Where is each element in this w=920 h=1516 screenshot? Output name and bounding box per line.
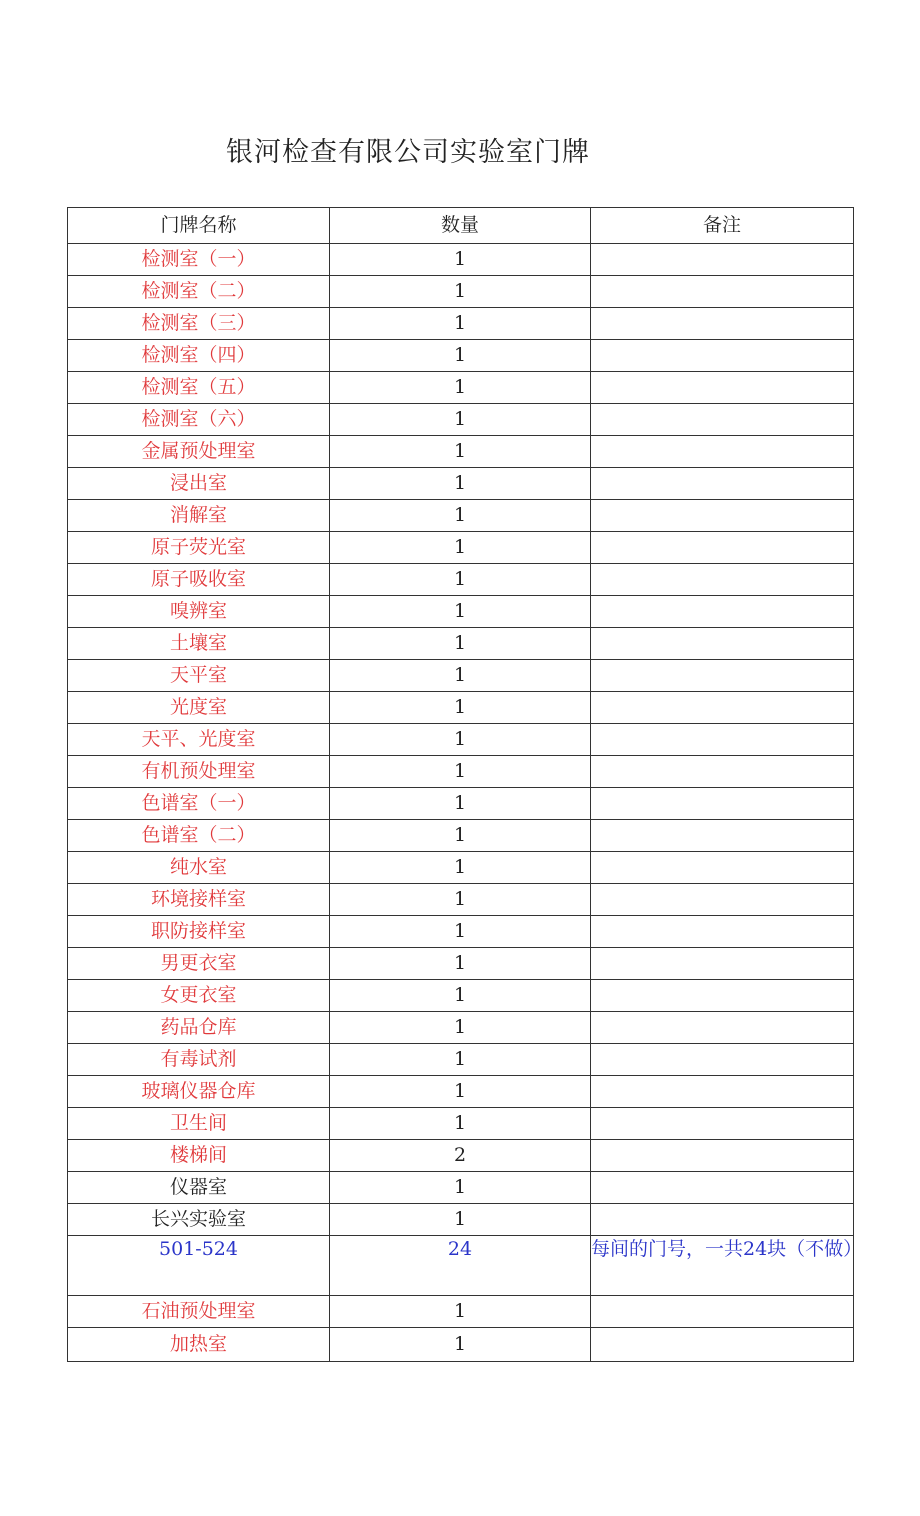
cell-note bbox=[591, 372, 854, 404]
cell-name: 石油预处理室 bbox=[68, 1296, 330, 1328]
cell-qty: 1 bbox=[330, 1076, 591, 1108]
cell-qty: 1 bbox=[330, 692, 591, 724]
cell-note bbox=[591, 532, 854, 564]
cell-note bbox=[591, 436, 854, 468]
table-row bbox=[68, 244, 854, 276]
cell-note bbox=[591, 916, 854, 948]
cell-qty: 1 bbox=[330, 276, 591, 308]
table-row bbox=[68, 916, 854, 948]
cell-name: 职防接样室 bbox=[68, 916, 330, 948]
cell-note bbox=[591, 724, 854, 756]
cell-name: 环境接样室 bbox=[68, 884, 330, 916]
cell-note bbox=[591, 628, 854, 660]
table-row bbox=[68, 532, 854, 564]
cell-name: 仪器室 bbox=[68, 1172, 330, 1204]
table-row bbox=[68, 404, 854, 436]
cell-note bbox=[591, 788, 854, 820]
table-row bbox=[68, 1044, 854, 1076]
cell-name: 501-524 bbox=[68, 1236, 330, 1296]
cell-name: 色谱室（一） bbox=[68, 788, 330, 820]
cell-name: 天平室 bbox=[68, 660, 330, 692]
table-row bbox=[68, 1204, 854, 1236]
cell-name: 天平、光度室 bbox=[68, 724, 330, 756]
table-row bbox=[68, 660, 854, 692]
cell-qty: 1 bbox=[330, 1044, 591, 1076]
cell-note bbox=[591, 660, 854, 692]
cell-note bbox=[591, 596, 854, 628]
cell-qty: 1 bbox=[330, 756, 591, 788]
table-row bbox=[68, 500, 854, 532]
cell-qty: 1 bbox=[330, 436, 591, 468]
cell-note: 每间的门号，一共24块（不做） bbox=[591, 1236, 854, 1296]
cell-note bbox=[591, 1044, 854, 1076]
cell-name: 消解室 bbox=[68, 500, 330, 532]
cell-name: 加热室 bbox=[68, 1328, 330, 1362]
cell-name: 纯水室 bbox=[68, 852, 330, 884]
cell-qty: 1 bbox=[330, 1108, 591, 1140]
cell-qty: 1 bbox=[330, 1204, 591, 1236]
cell-qty: 1 bbox=[330, 980, 591, 1012]
header-qty: 数量 bbox=[330, 208, 591, 244]
cell-qty: 1 bbox=[330, 660, 591, 692]
cell-qty: 1 bbox=[330, 564, 591, 596]
cell-name: 光度室 bbox=[68, 692, 330, 724]
cell-qty: 2 bbox=[330, 1140, 591, 1172]
table-row bbox=[68, 1172, 854, 1204]
cell-name: 嗅辨室 bbox=[68, 596, 330, 628]
table-row bbox=[68, 1236, 854, 1296]
cell-note bbox=[591, 340, 854, 372]
table-row bbox=[68, 1012, 854, 1044]
cell-name: 检测室（四） bbox=[68, 340, 330, 372]
table-row bbox=[68, 788, 854, 820]
cell-name: 检测室（五） bbox=[68, 372, 330, 404]
cell-note bbox=[591, 1172, 854, 1204]
cell-note bbox=[591, 756, 854, 788]
cell-note bbox=[591, 820, 854, 852]
header-name: 门牌名称 bbox=[68, 208, 330, 244]
cell-qty: 1 bbox=[330, 596, 591, 628]
table-row bbox=[68, 276, 854, 308]
cell-note bbox=[591, 244, 854, 276]
cell-name: 男更衣室 bbox=[68, 948, 330, 980]
cell-qty: 1 bbox=[330, 500, 591, 532]
cell-name: 色谱室（二） bbox=[68, 820, 330, 852]
table-row bbox=[68, 1328, 854, 1362]
cell-note bbox=[591, 308, 854, 340]
cell-name: 长兴实验室 bbox=[68, 1204, 330, 1236]
cell-qty: 1 bbox=[330, 308, 591, 340]
cell-note bbox=[591, 500, 854, 532]
table-row bbox=[68, 1108, 854, 1140]
cell-qty: 1 bbox=[330, 1172, 591, 1204]
cell-name: 检测室（六） bbox=[68, 404, 330, 436]
cell-qty: 1 bbox=[330, 884, 591, 916]
cell-name: 金属预处理室 bbox=[68, 436, 330, 468]
cell-note bbox=[591, 1108, 854, 1140]
cell-qty: 1 bbox=[330, 372, 591, 404]
cell-name: 检测室（一） bbox=[68, 244, 330, 276]
table-row bbox=[68, 436, 854, 468]
cell-qty: 1 bbox=[330, 948, 591, 980]
cell-note bbox=[591, 468, 854, 500]
header-note: 备注 bbox=[591, 208, 854, 244]
table-row bbox=[68, 1296, 854, 1328]
table-row bbox=[68, 692, 854, 724]
cell-qty: 24 bbox=[330, 1236, 591, 1296]
door-sign-table bbox=[67, 207, 863, 1362]
page-title: 银河检查有限公司实验室门牌 bbox=[226, 137, 590, 168]
cell-name: 检测室（三） bbox=[68, 308, 330, 340]
cell-note bbox=[591, 1012, 854, 1044]
cell-qty: 1 bbox=[330, 404, 591, 436]
table-row bbox=[68, 308, 854, 340]
table-row bbox=[68, 820, 854, 852]
cell-name: 浸出室 bbox=[68, 468, 330, 500]
cell-note bbox=[591, 884, 854, 916]
cell-qty: 1 bbox=[330, 788, 591, 820]
cell-name: 检测室（二） bbox=[68, 276, 330, 308]
table-row bbox=[68, 724, 854, 756]
cell-note bbox=[591, 852, 854, 884]
table-row bbox=[68, 372, 854, 404]
cell-note bbox=[591, 564, 854, 596]
cell-name: 土壤室 bbox=[68, 628, 330, 660]
cell-qty: 1 bbox=[330, 1296, 591, 1328]
cell-name: 原子吸收室 bbox=[68, 564, 330, 596]
table-row bbox=[68, 564, 854, 596]
cell-qty: 1 bbox=[330, 340, 591, 372]
cell-note bbox=[591, 1076, 854, 1108]
table-row bbox=[68, 1140, 854, 1172]
cell-qty: 1 bbox=[330, 1328, 591, 1362]
cell-qty: 1 bbox=[330, 724, 591, 756]
cell-qty: 1 bbox=[330, 628, 591, 660]
table-row bbox=[68, 628, 854, 660]
cell-note bbox=[591, 1296, 854, 1328]
cell-name: 有机预处理室 bbox=[68, 756, 330, 788]
table-row bbox=[68, 596, 854, 628]
cell-name: 楼梯间 bbox=[68, 1140, 330, 1172]
cell-name: 原子荧光室 bbox=[68, 532, 330, 564]
table-row bbox=[68, 884, 854, 916]
cell-qty: 1 bbox=[330, 468, 591, 500]
cell-note bbox=[591, 404, 854, 436]
table-row bbox=[68, 468, 854, 500]
table-row bbox=[68, 340, 854, 372]
cell-note bbox=[591, 692, 854, 724]
cell-note bbox=[591, 980, 854, 1012]
cell-name: 女更衣室 bbox=[68, 980, 330, 1012]
table-header-row bbox=[68, 208, 854, 244]
cell-qty: 1 bbox=[330, 1012, 591, 1044]
table-row bbox=[68, 980, 854, 1012]
cell-name: 药品仓库 bbox=[68, 1012, 330, 1044]
cell-note bbox=[591, 1328, 854, 1362]
cell-note bbox=[591, 276, 854, 308]
cell-name: 卫生间 bbox=[68, 1108, 330, 1140]
cell-note bbox=[591, 948, 854, 980]
cell-qty: 1 bbox=[330, 820, 591, 852]
cell-name: 玻璃仪器仓库 bbox=[68, 1076, 330, 1108]
cell-note bbox=[591, 1204, 854, 1236]
table-row bbox=[68, 756, 854, 788]
table-row bbox=[68, 852, 854, 884]
cell-qty: 1 bbox=[330, 532, 591, 564]
cell-qty: 1 bbox=[330, 852, 591, 884]
cell-qty: 1 bbox=[330, 244, 591, 276]
table-row bbox=[68, 1076, 854, 1108]
cell-name: 有毒试剂 bbox=[68, 1044, 330, 1076]
cell-note bbox=[591, 1140, 854, 1172]
cell-qty: 1 bbox=[330, 916, 591, 948]
table-row bbox=[68, 948, 854, 980]
